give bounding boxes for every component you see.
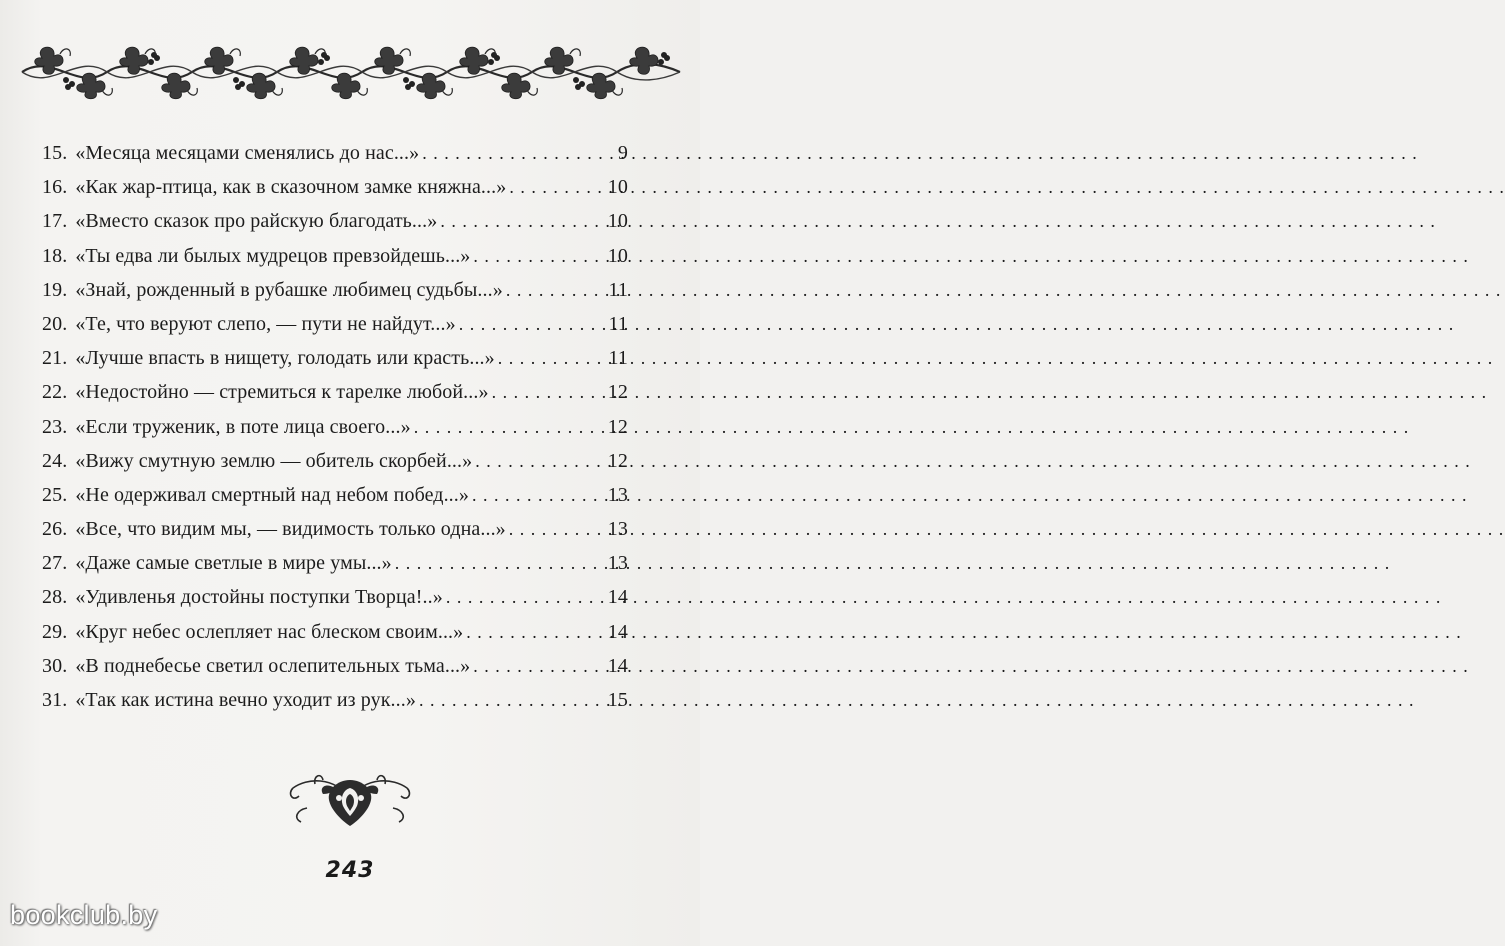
toc-entry	[42, 381, 628, 415]
toc-entry	[42, 655, 628, 689]
toc-entry-number: 22.	[42, 381, 68, 404]
toc-entry-number: 23.	[42, 415, 68, 438]
toc-entry-page: 15	[607, 689, 628, 711]
toc-entry-number: 16.	[42, 176, 68, 199]
toc-dot-leader	[395, 552, 603, 575]
toc-dot-leader	[466, 621, 603, 644]
toc-entry	[42, 450, 628, 484]
toc-entry-title: «Если труженик, в поте лица своего...»	[75, 415, 411, 438]
toc-entry-page: 11	[608, 312, 628, 335]
toc-entry-number: 26.	[42, 518, 68, 541]
toc-entry-title: «Не одерживал смертный над небом побед...»	[75, 483, 469, 506]
toc-entry-title: «Вижу смутную землю — обитель скорбей...»	[75, 449, 473, 472]
toc-dot-leader	[440, 210, 603, 233]
toc-entry	[42, 552, 628, 586]
toc-entry-number: 31.	[42, 689, 68, 711]
toc-entry-title: «Ты едва ли былых мудрецов превзойдешь...»	[75, 244, 471, 267]
toc-dot-leader	[422, 142, 603, 165]
toc-dot-leader	[509, 176, 603, 199]
toc-entry-title: «Недостойно — стремиться к тарелке любой...»	[75, 381, 489, 404]
toc-entry-title: «Так как истина вечно уходит из рук...»	[75, 689, 416, 711]
toc-entry-page: 12	[607, 449, 628, 472]
toc-entry	[42, 416, 628, 450]
toc-entry	[42, 347, 628, 381]
toc-entry-number: 27.	[42, 552, 68, 575]
toc-entry-title: «Как жар-птица, как в сказочном замке княжна...»	[75, 176, 507, 199]
toc-entry-number: 28.	[42, 586, 68, 609]
toc-entry-page: 12	[607, 381, 628, 404]
toc-entry-title: «Лучше впасть в нищету, голодать или красть...»	[75, 347, 495, 370]
toc-entry-number: 19.	[42, 278, 68, 301]
toc-entry-title: «Те, что веруют слепо, — пути не найдут...»	[75, 312, 456, 335]
toc-dot-leader	[475, 450, 603, 473]
toc-entry	[42, 484, 628, 518]
toc-entry-title: «Даже самые светлые в мире умы...»	[75, 552, 392, 575]
toc-dot-leader	[414, 416, 603, 439]
table-of-contents	[42, 142, 628, 723]
toc-entry-title: «Знай, рожденный в рубашке любимец судьбы...»	[75, 278, 503, 301]
toc-dot-leader	[473, 245, 603, 268]
toc-entry-page: 14	[607, 620, 628, 643]
toc-entry-title: «Месяца месяцами сменялись до нас...»	[75, 142, 420, 164]
toc-entry-number: 29.	[42, 620, 68, 643]
toc-dot-leader	[419, 689, 603, 712]
toc-entry-number: 18.	[42, 244, 68, 267]
toc-entry-page: 11	[608, 278, 628, 301]
toc-dot-leader	[506, 279, 603, 302]
toc-entry-page: 14	[607, 654, 628, 677]
toc-entry-page: 13	[607, 518, 628, 541]
toc-entry-page: 12	[607, 415, 628, 438]
toc-entry-number: 17.	[42, 210, 68, 233]
floral-vignette-icon	[285, 768, 415, 830]
watermark-text: bookclub.by	[10, 900, 158, 930]
toc-entry-number: 15.	[42, 142, 68, 164]
toc-entry	[42, 586, 628, 620]
toc-entry	[42, 142, 628, 176]
toc-entry-page: 10	[607, 244, 628, 267]
toc-entry	[42, 621, 628, 655]
floral-vine-border-icon	[22, 40, 680, 102]
toc-entry-page: 13	[607, 483, 628, 506]
toc-dot-leader	[446, 586, 603, 609]
toc-entry-number: 20.	[42, 312, 68, 335]
toc-dot-leader	[473, 655, 603, 678]
toc-entry-number: 30.	[42, 654, 68, 677]
toc-entry	[42, 245, 628, 279]
toc-entry	[42, 313, 628, 347]
toc-entry-number: 25.	[42, 483, 68, 506]
book-page	[0, 0, 700, 946]
toc-entry-page: 9	[617, 142, 628, 164]
toc-dot-leader	[509, 518, 603, 541]
toc-entry-page: 14	[607, 586, 628, 609]
toc-entry-title: «В поднебесье светил ослепительных тьма...»	[75, 654, 471, 677]
toc-entry	[42, 176, 628, 210]
toc-entry-number: 24.	[42, 449, 68, 472]
toc-entry-page: 10	[607, 210, 628, 233]
page-number: 243	[325, 858, 375, 883]
toc-entry-page: 10	[607, 176, 628, 199]
toc-dot-leader	[498, 347, 603, 370]
toc-entry-title: «Удивленья достойны поступки Творца!..»	[75, 586, 443, 609]
toc-entry-page: 11	[608, 347, 628, 370]
toc-entry	[42, 210, 628, 244]
toc-entry	[42, 689, 628, 723]
toc-entry	[42, 279, 628, 313]
toc-entry-title: «Круг небес ослепляет нас блеском своим...»	[75, 620, 464, 643]
toc-entry-title: «Все, что видим мы, — видимость только одна...»	[75, 518, 506, 541]
toc-dot-leader	[492, 381, 603, 404]
toc-entry-page: 13	[607, 552, 628, 575]
toc-entry-title: «Вместо сказок про райскую благодать...»	[75, 210, 438, 233]
toc-entry-number: 21.	[42, 347, 68, 370]
toc-entry	[42, 518, 628, 552]
toc-dot-leader	[472, 484, 603, 507]
toc-dot-leader	[459, 313, 603, 336]
